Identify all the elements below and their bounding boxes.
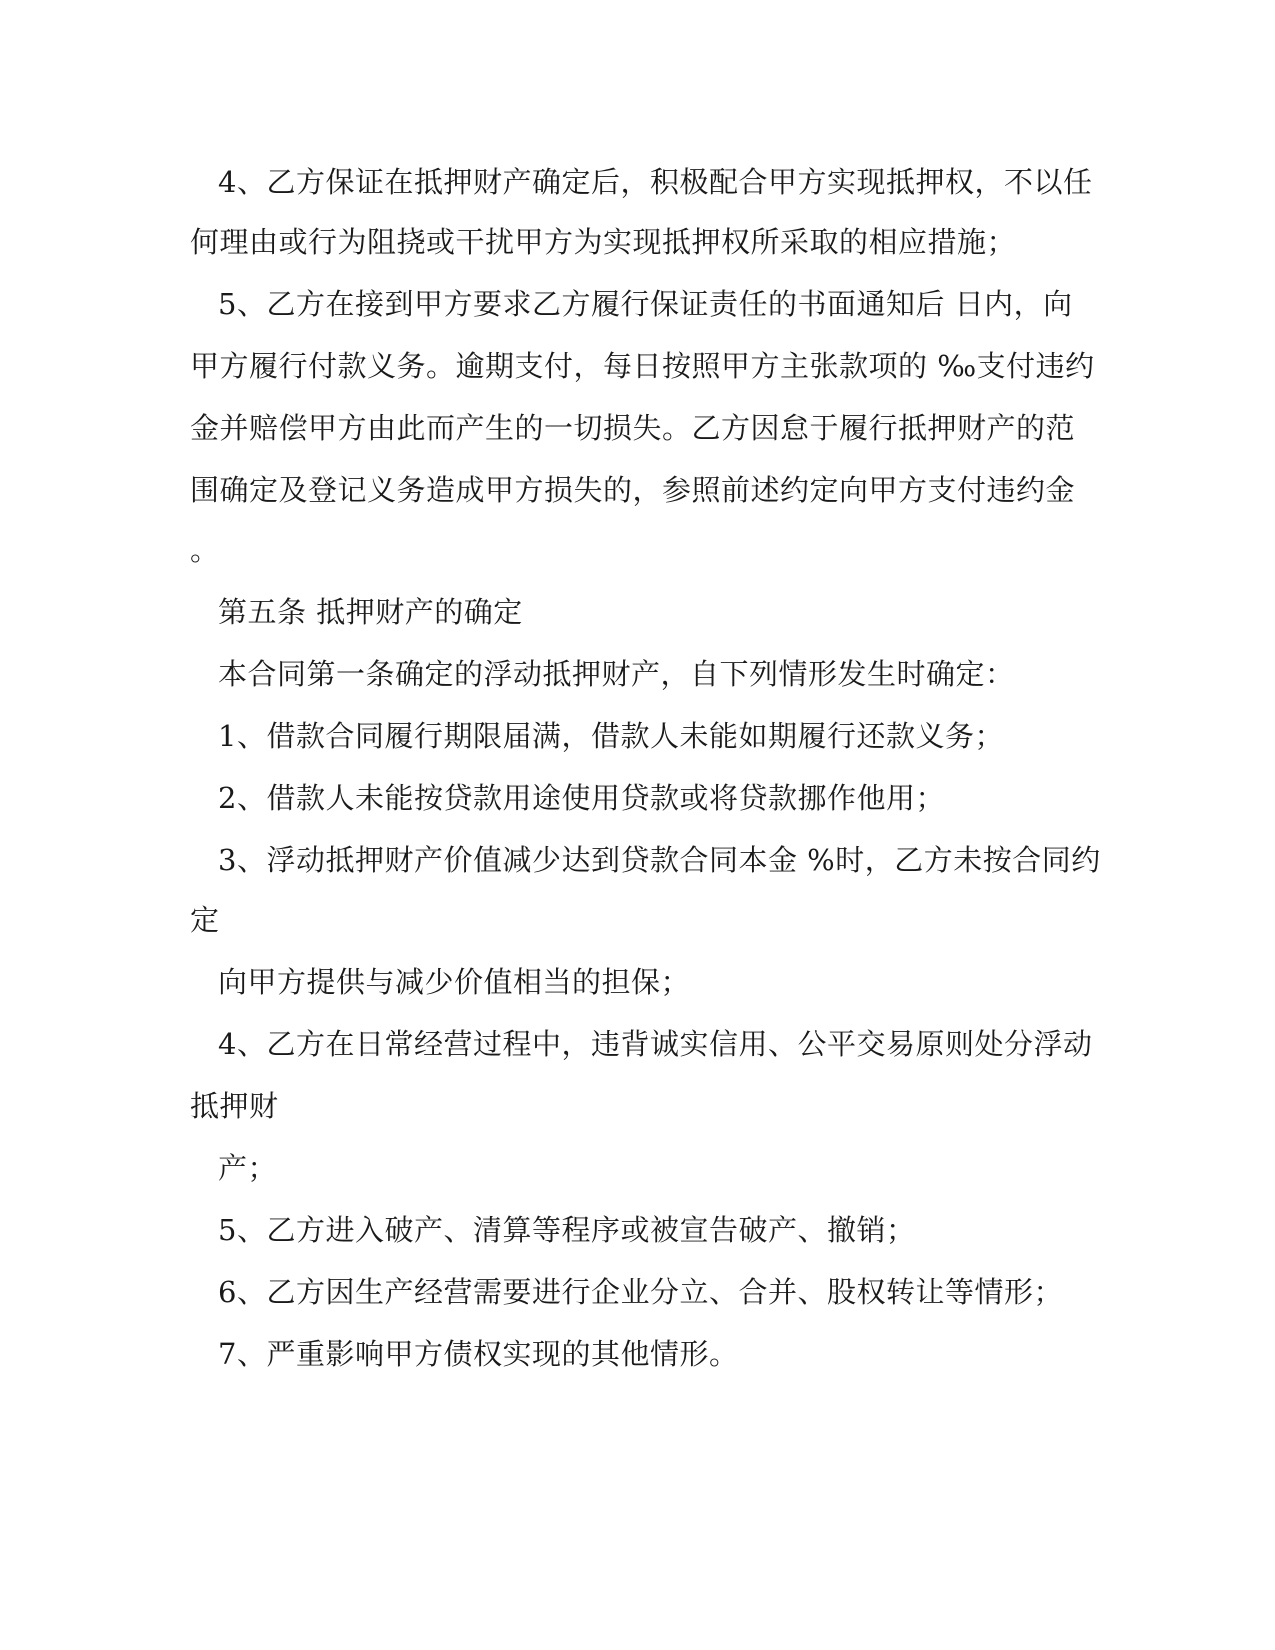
list-item: 6、乙方因生产经营需要进行企业分立、合并、股权转让等情形；: [218, 1275, 1063, 1309]
paragraph-line: 金并赔偿甲方由此而产生的一切损失。乙方因怠于履行抵押财产的范: [190, 411, 1076, 445]
section-heading: 第五条 抵押财产的确定: [218, 595, 523, 629]
paragraph-line: 。: [190, 533, 220, 567]
list-item: 7、严重影响甲方债权实现的其他情形。: [218, 1337, 739, 1371]
paragraph-line: 向甲方提供与减少价值相当的担保；: [218, 965, 691, 999]
paragraph-line: 本合同第一条确定的浮动抵押财产，自下列情形发生时确定：: [218, 657, 1015, 691]
list-item: 5、乙方进入破产、清算等程序或被宣告破产、撤销；: [218, 1213, 916, 1247]
list-item: 2、借款人未能按贷款用途使用贷款或将贷款挪作他用；: [218, 781, 945, 815]
list-item: 4、乙方在日常经营过程中，违背诚实信用、公平交易原则处分浮动: [218, 1027, 1093, 1061]
paragraph-line: 围确定及登记义务造成甲方损失的，参照前述约定向甲方支付违约金: [190, 473, 1076, 507]
paragraph-line: 定: [190, 903, 220, 937]
list-item: 3、浮动抵押财产价值减少达到贷款合同本金 %时，乙方未按合同约: [218, 843, 1101, 877]
paragraph-line: 5、乙方在接到甲方要求乙方履行保证责任的书面通知后 日内，向: [218, 287, 1073, 321]
paragraph-line: 甲方履行付款义务。逾期支付，每日按照甲方主张款项的 ‰支付违约: [190, 349, 1095, 383]
paragraph-line: 4、乙方保证在抵押财产确定后，积极配合甲方实现抵押权，不以任: [218, 165, 1093, 199]
paragraph-line: 抵押财: [190, 1089, 279, 1123]
paragraph-line: 产；: [218, 1151, 278, 1185]
paragraph-line: 何理由或行为阻挠或干扰甲方为实现抵押权所采取的相应措施；: [190, 225, 1017, 259]
list-item: 1、借款合同履行期限届满，借款人未能如期履行还款义务；: [218, 719, 1004, 753]
